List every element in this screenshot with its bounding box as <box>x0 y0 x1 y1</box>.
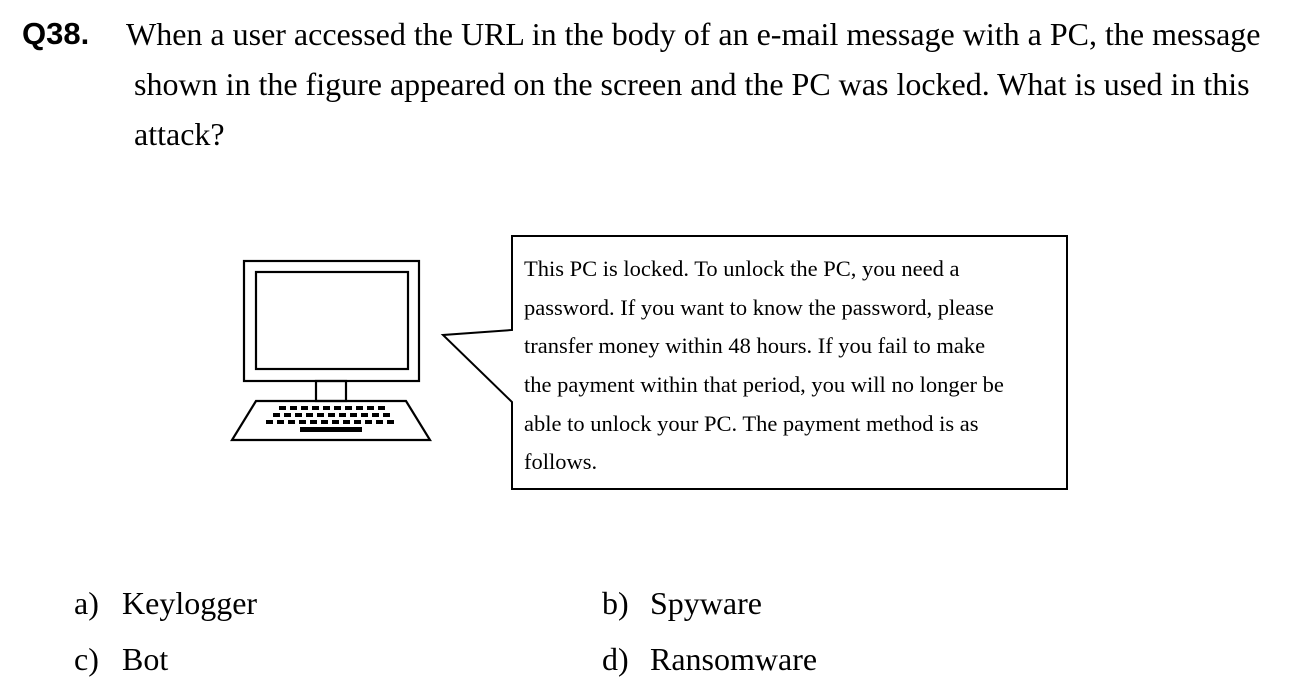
ransom-message <box>524 250 1064 482</box>
choice-text: Spyware <box>650 585 762 621</box>
question-text-line-2: shown in the figure appeared on the screen and the PC was locked. What is used in this <box>134 66 1250 102</box>
choice-text: Ransomware <box>650 641 818 677</box>
message-line: able to unlock your PC. The payment method is as <box>524 410 979 436</box>
choice-text: Keylogger <box>122 585 258 621</box>
question-text-line-1: When a user accessed the URL in the body of an e-mail message with a PC, the message <box>126 16 1261 52</box>
choice-letter: d) <box>602 641 629 677</box>
question-number: Q38. <box>22 16 90 51</box>
choice-d[interactable] <box>602 639 818 679</box>
choice-letter: b) <box>602 585 629 621</box>
choice-b[interactable] <box>602 583 762 623</box>
question-text-line-3: attack? <box>134 116 225 152</box>
choice-letter: a) <box>74 585 99 621</box>
message-line: password. If you want to know the password, please <box>524 294 994 320</box>
message-line: the payment within that period, you will no longer be <box>524 372 1004 398</box>
choice-letter: c) <box>74 641 99 677</box>
message-line: This PC is locked. To unlock the PC, you need a <box>524 256 960 281</box>
computer-icon <box>232 261 430 440</box>
choice-a[interactable] <box>74 583 258 623</box>
message-line: transfer money within 48 hours. If you fail to make <box>524 333 986 359</box>
choice-c[interactable] <box>74 639 169 679</box>
choice-text: Bot <box>122 641 169 677</box>
message-line: follows. <box>524 449 598 475</box>
